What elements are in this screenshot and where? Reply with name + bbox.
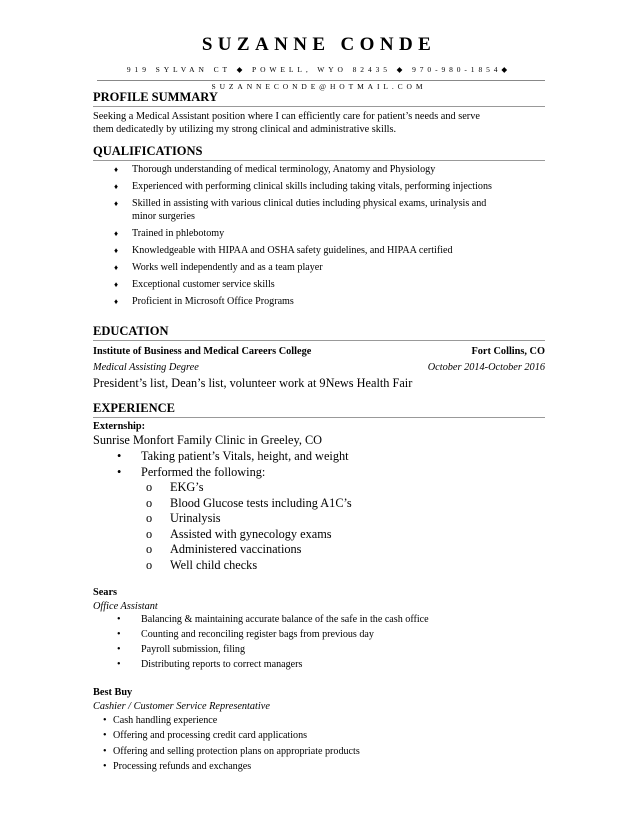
list-item (117, 642, 429, 657)
list-item (146, 558, 352, 574)
list-item (93, 244, 545, 257)
role-bestbuy: Cashier / Customer Service Representative (93, 701, 270, 712)
bullet-icon: • (103, 760, 107, 772)
list-item (93, 278, 545, 291)
list-item (146, 496, 352, 512)
list-item (117, 449, 349, 465)
diamond-bullet-icon: ♦ (114, 263, 119, 272)
list-item (146, 542, 352, 558)
list-item (146, 480, 352, 496)
qualification-text: Exceptional customer service skills (132, 279, 275, 290)
qualification-text: Trained in phlebotomy (132, 228, 225, 239)
list-item (146, 511, 352, 527)
list-item (93, 227, 545, 240)
contact-email: SUZANNECONDE@HOTMAIL.COM (211, 82, 427, 91)
section-title-qualifications: QUALIFICATIONS (93, 144, 203, 158)
list-item (103, 744, 360, 759)
section-rule-qualifications (93, 160, 545, 161)
section-rule-profile (93, 106, 545, 107)
bullet-icon: • (117, 449, 122, 463)
list-item (117, 627, 429, 642)
list-item (93, 180, 545, 193)
qualification-text: Experienced with performing clinical skills including taking vitals, performing injections (132, 181, 492, 192)
externship-place: Sunrise Monfort Family Clinic in Greeley, CO (93, 433, 323, 447)
qualification-text: Skilled in assisting with various clinical duties including physical exams, urinalysis and (132, 198, 487, 209)
diamond-bullet-icon: ♦ (114, 182, 119, 191)
externship-sublist (146, 480, 352, 574)
externship-duty: Taking patient’s Vitals, height, and weight (141, 449, 349, 463)
role-sears: Office Assistant (93, 601, 158, 612)
candidate-name: SUZANNE CONDE (201, 34, 437, 55)
qualification-text-cont: minor surgeries (132, 211, 195, 222)
list-item (93, 295, 545, 308)
bullet-icon: • (117, 644, 121, 655)
duty-text: Distributing reports to correct managers (141, 659, 303, 670)
list-item (117, 657, 429, 672)
list-item (93, 163, 545, 176)
externship-label: Externship: (93, 421, 146, 432)
section-rule-education (93, 340, 545, 341)
diamond-bullet-icon: ♦ (114, 246, 119, 255)
school-location: Fort Collins, CO (471, 346, 545, 357)
duty-text: Cash handling experience (113, 715, 218, 726)
profile-text-line-1: Seeking a Medical Assistant position where I can efficiently care for patient’s needs and serve (93, 111, 480, 122)
list-item (93, 261, 545, 274)
duty-text: Balancing & maintaining accurate balance of the safe in the cash office (141, 614, 429, 625)
diamond-bullet-icon: ♦ (114, 229, 119, 238)
circle-bullet-icon: o (146, 480, 153, 494)
section-title-profile: PROFILE SUMMARY (93, 90, 218, 104)
procedure-text: EKG’s (170, 480, 204, 494)
list-item (117, 465, 349, 481)
circle-bullet-icon: o (146, 542, 153, 557)
qualification-text: Works well independently and as a team player (132, 262, 323, 273)
circle-bullet-icon: o (146, 557, 153, 572)
duty-text: Offering and selling protection plans on appropriate products (113, 745, 360, 757)
list-item (103, 728, 360, 743)
duty-text: Offering and processing credit card applications (113, 730, 308, 742)
section-title-education: EDUCATION (93, 324, 169, 338)
employer-sears: Sears (93, 587, 118, 598)
duty-text: Counting and reconciling register bags from previous day (141, 629, 374, 640)
bullet-icon: • (103, 730, 107, 742)
procedure-text: Administered vaccinations (170, 542, 302, 557)
bullet-icon: • (103, 745, 107, 757)
diamond-bullet-icon: ♦ (114, 297, 119, 306)
bullet-icon: • (117, 464, 122, 479)
qualifications-list (93, 163, 545, 312)
circle-bullet-icon: o (146, 511, 153, 526)
list-item (93, 197, 545, 223)
list-item (146, 527, 352, 543)
list-item (103, 713, 360, 728)
procedure-text: Urinalysis (170, 511, 221, 526)
duty-text: Payroll submission, filing (141, 644, 246, 655)
diamond-bullet-icon: ♦ (114, 165, 119, 174)
diamond-bullet-icon: ♦ (114, 199, 119, 208)
list-item (117, 612, 429, 627)
bullet-icon: • (103, 715, 107, 726)
profile-text-line-2: them dedicatedly by utilizing my strong clinical and administrative skills. (93, 124, 397, 135)
bestbuy-duties-list (103, 713, 360, 774)
bullet-icon: • (117, 659, 121, 670)
section-title-experience: EXPERIENCE (93, 401, 175, 415)
procedure-text: Blood Glucose tests including A1C’s (170, 495, 352, 510)
duty-text: Processing refunds and exchanges (113, 760, 252, 772)
procedure-text: Assisted with gynecology exams (170, 526, 332, 541)
diamond-bullet-icon: ♦ (114, 280, 119, 289)
qualification-text: Knowledgeable with HIPAA and OSHA safety guidelines, and HIPAA certified (132, 245, 453, 256)
externship-list (117, 449, 349, 480)
qualification-text: Proficient in Microsoft Office Programs (132, 296, 294, 307)
qualification-text: Thorough understanding of medical terminology, Anatomy and Physiology (132, 164, 436, 175)
section-rule-experience (93, 417, 545, 418)
circle-bullet-icon: o (146, 495, 153, 510)
school-name: Institute of Business and Medical Careers College (93, 346, 312, 357)
procedure-text: Well child checks (170, 557, 258, 572)
externship-duty: Performed the following: (141, 464, 266, 479)
bullet-icon: • (117, 629, 121, 640)
employer-bestbuy: Best Buy (93, 687, 133, 698)
bullet-icon: • (117, 614, 121, 625)
list-item (103, 759, 360, 774)
header-divider (97, 80, 545, 81)
degree-dates: October 2014-October 2016 (427, 362, 545, 373)
education-honors: President’s list, Dean’s list, volunteer work at 9News Health Fair (93, 376, 413, 390)
sears-duties-list (117, 612, 429, 672)
contact-address-phone: 919 SYLVAN CT ◆ POWELL, WYO 82435 ◆ 970-980-1854◆ (126, 65, 512, 74)
circle-bullet-icon: o (146, 526, 153, 541)
degree-name: Medical Assisting Degree (93, 362, 199, 373)
